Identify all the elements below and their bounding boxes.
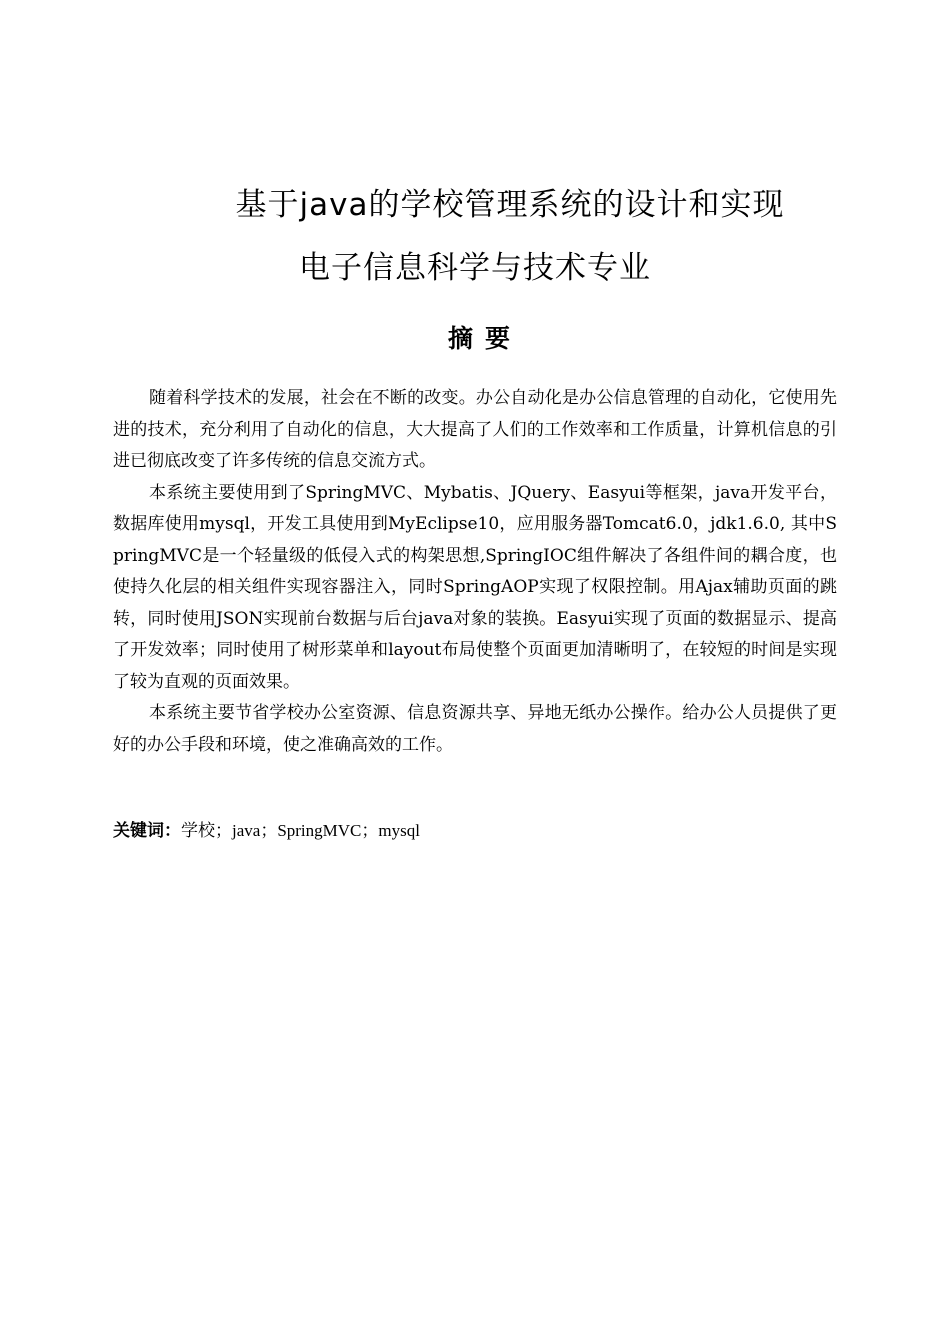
abstract-paragraph-2: 本系统主要使用到了SpringMVC、Mybatis、JQuery、Easyui等框架，java开发平台，数据库使用mysql，开发工具使用到MyEclipse10，应用服务器Tomcat6.0，jdk1.6.0, 其中SpringMVC是一个轻量级的低侵入式的构架思想,SpringIOC组件解决了各组件间的耦合度，也使持久化层的相关组件实现容器注入，同时SpringAOP实现了权限控制。用Ajax辅助页面的跳转，同时使用JSON实现前台数据与后台java对象的装换。Easyui实现了页面的数据显示、提高了开发效率；同时使用了树形菜单和layout布局使整个页面更加清晰明了，在较短的时间是实现了较为直观的页面效果。 bbox=[113, 482, 837, 692]
keywords-value: 学校；java；SpringMVC；mysql bbox=[181, 821, 420, 840]
abstract-heading: 摘要 bbox=[447, 324, 522, 353]
keywords-line bbox=[113, 818, 837, 844]
abstract-paragraph-3: 本系统主要节省学校办公室资源、信息资源共享、异地无纸办公操作。给办公人员提供了更好的办公手段和环境，使之准确高效的工作。 bbox=[113, 703, 837, 755]
document-title: 基于java的学校管理系统的设计和实现 bbox=[235, 187, 785, 223]
document-subtitle-major: 电子信息科学与技术专业 bbox=[299, 250, 651, 286]
abstract-body bbox=[113, 383, 837, 761]
keywords-label: 关键词： bbox=[113, 821, 181, 841]
abstract-paragraph-1: 随着科学技术的发展，社会在不断的改变。办公自动化是办公信息管理的自动化，它使用先进的技术，充分利用了自动化的信息，大大提高了人们的工作效率和工作质量，计算机信息的引进已彻底改变了许多传统的信息交流方式。 bbox=[113, 388, 837, 471]
